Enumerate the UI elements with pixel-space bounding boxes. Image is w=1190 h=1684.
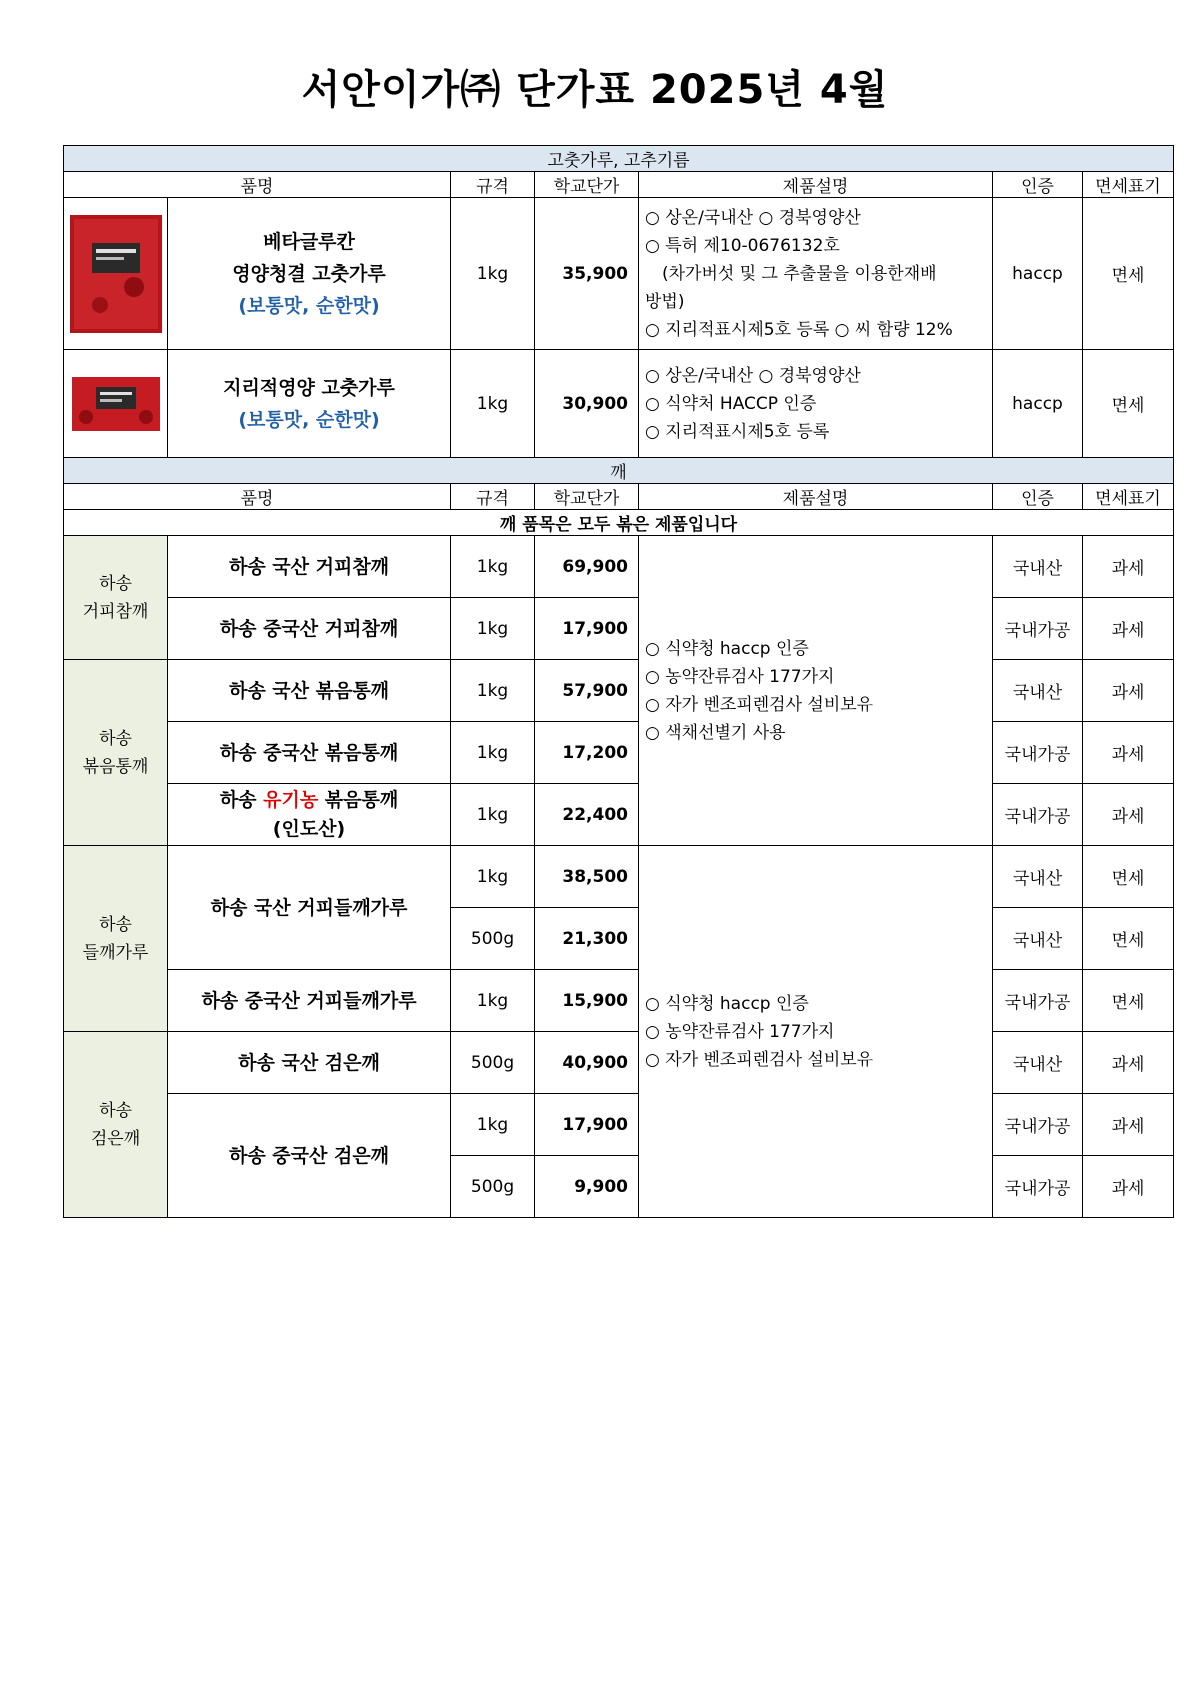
- spec-cell: 500g: [451, 1156, 535, 1218]
- col-header-desc: 제품설명: [639, 172, 993, 198]
- price-cell: 40,900: [535, 1032, 639, 1094]
- col-header-cert: 인증: [993, 484, 1083, 510]
- price-cell: 69,900: [535, 536, 639, 598]
- table-row: [64, 350, 1174, 458]
- table-row: [64, 722, 1174, 784]
- tax-cell: 면세: [1083, 970, 1174, 1032]
- desc-line: 방법): [645, 291, 685, 312]
- desc-line: ○ 농약잔류검사 177가지: [645, 1021, 835, 1042]
- name-prefix: 하송: [219, 788, 264, 811]
- section-title-sesame: 깨: [64, 458, 1174, 484]
- desc-line: ○ 상온/국내산 ○ 경북영양산: [645, 207, 861, 228]
- cert-cell: 국내가공: [993, 1156, 1083, 1218]
- cert-cell: 국내가공: [993, 1094, 1083, 1156]
- cert-cell: haccp: [993, 198, 1083, 350]
- product-name-line1: 지리적영양 고춧가루: [223, 376, 395, 399]
- cert-cell: 국내가공: [993, 722, 1083, 784]
- product-taste-options: (보통맛, 순한맛): [238, 294, 380, 317]
- table-row: [64, 784, 1174, 846]
- spec-cell: 1kg: [451, 660, 535, 722]
- table-row: [64, 198, 1174, 350]
- price-cell: 21,300: [535, 908, 639, 970]
- spec-cell: 500g: [451, 908, 535, 970]
- tax-cell: 면세: [1083, 198, 1174, 350]
- table-row: [64, 598, 1174, 660]
- group-brand: 하송: [99, 914, 132, 935]
- col-header-name: 품명: [64, 172, 451, 198]
- price-cell: 57,900: [535, 660, 639, 722]
- product-name: 하송 국산 거피들깨가루: [168, 846, 451, 970]
- tax-cell: 면세: [1083, 846, 1174, 908]
- description-cell: [639, 536, 993, 846]
- price-cell: 15,900: [535, 970, 639, 1032]
- group-label: [64, 660, 168, 846]
- cert-cell: 국내가공: [993, 970, 1083, 1032]
- tax-cell: 과세: [1083, 598, 1174, 660]
- desc-line: (차가버섯 및 그 추출물을 이용한재배: [645, 263, 937, 284]
- table-row: [64, 660, 1174, 722]
- spec-cell: 1kg: [451, 1094, 535, 1156]
- desc-line: ○ 상온/국내산 ○ 경북영양산: [645, 365, 861, 386]
- spec-cell: 1kg: [451, 722, 535, 784]
- desc-line: ○ 지리적표시제5호 등록: [645, 421, 830, 442]
- col-header-spec: 규격: [451, 484, 535, 510]
- spec-cell: 1kg: [451, 198, 535, 350]
- cert-cell: haccp: [993, 350, 1083, 458]
- product-name: [168, 784, 451, 846]
- product-image-cell: [64, 350, 168, 458]
- price-cell: 22,400: [535, 784, 639, 846]
- group-label: [64, 1032, 168, 1218]
- group-brand: 하송: [99, 1100, 132, 1121]
- desc-line: ○ 색채선별기 사용: [645, 722, 786, 743]
- desc-line: ○ 자가 벤조피렌검사 설비보유: [645, 694, 874, 715]
- desc-line: ○ 식약처 HACCP 인증: [645, 393, 817, 414]
- tax-cell: 과세: [1083, 722, 1174, 784]
- desc-line: ○ 식약청 haccp 인증: [645, 638, 809, 659]
- col-header-price: 학교단가: [535, 172, 639, 198]
- product-name-line2: 영양청결 고춧가루: [232, 262, 386, 285]
- desc-line: ○ 특허 제10-0676132호: [645, 235, 840, 256]
- col-header-name: 품명: [64, 484, 451, 510]
- cert-cell: 국내가공: [993, 784, 1083, 846]
- spec-cell: 1kg: [451, 846, 535, 908]
- desc-line: ○ 농약잔류검사 177가지: [645, 666, 835, 687]
- tax-cell: 면세: [1083, 908, 1174, 970]
- page-title: 서안이가㈜ 단가표 2025년 4월: [301, 67, 889, 113]
- col-header-spec: 규격: [451, 172, 535, 198]
- group-label: [64, 536, 168, 660]
- product-name: 하송 국산 볶음통깨: [168, 660, 451, 722]
- spec-cell: 1kg: [451, 970, 535, 1032]
- col-header-tax: 면세표기: [1083, 484, 1174, 510]
- price-cell: 38,500: [535, 846, 639, 908]
- desc-line: ○ 식약청 haccp 인증: [645, 993, 809, 1014]
- pepper-powder-package-image: [72, 377, 160, 431]
- table-row: [64, 846, 1174, 908]
- price-cell: 17,200: [535, 722, 639, 784]
- product-name: 하송 국산 거피참깨: [168, 536, 451, 598]
- roasted-note: 깨 품목은 모두 볶은 제품입니다: [64, 510, 1174, 536]
- cert-cell: 국내산: [993, 660, 1083, 722]
- group-category: 검은깨: [90, 1128, 141, 1149]
- group-brand: 하송: [99, 728, 132, 749]
- origin-note: (인도산): [272, 817, 346, 840]
- price-cell: 17,900: [535, 1094, 639, 1156]
- spec-cell: 1kg: [451, 536, 535, 598]
- cert-cell: 국내산: [993, 846, 1083, 908]
- section-title-pepper: 고춧가루, 고추기름: [64, 146, 1174, 172]
- price-cell: 17,900: [535, 598, 639, 660]
- group-brand: 하송: [99, 573, 132, 594]
- tax-cell: 과세: [1083, 1094, 1174, 1156]
- tax-cell: 과세: [1083, 784, 1174, 846]
- desc-line: ○ 지리적표시제5호 등록 ○ 씨 함량 12%: [645, 319, 953, 340]
- col-header-cert: 인증: [993, 172, 1083, 198]
- product-image-cell: [64, 198, 168, 350]
- cert-cell: 국내산: [993, 908, 1083, 970]
- spec-cell: 500g: [451, 1032, 535, 1094]
- name-suffix: 볶음통깨: [318, 788, 399, 811]
- price-table: [63, 145, 1174, 1218]
- product-name: 하송 중국산 검은깨: [168, 1094, 451, 1218]
- product-name: [168, 350, 451, 458]
- tax-cell: 과세: [1083, 1032, 1174, 1094]
- price-cell: 35,900: [535, 198, 639, 350]
- col-header-tax: 면세표기: [1083, 172, 1174, 198]
- group-category: 볶음통깨: [82, 756, 149, 777]
- price-cell: 9,900: [535, 1156, 639, 1218]
- spec-cell: 1kg: [451, 784, 535, 846]
- product-name: 하송 중국산 볶음통깨: [168, 722, 451, 784]
- cert-cell: 국내산: [993, 536, 1083, 598]
- table-row: [64, 536, 1174, 598]
- group-category: 들깨가루: [82, 942, 149, 963]
- table-row: [64, 1032, 1174, 1094]
- tax-cell: 면세: [1083, 350, 1174, 458]
- table-row: [64, 970, 1174, 1032]
- tax-cell: 과세: [1083, 660, 1174, 722]
- group-label: [64, 846, 168, 1032]
- description-cell: [639, 846, 993, 1218]
- tax-cell: 과세: [1083, 536, 1174, 598]
- product-name: 하송 국산 검은깨: [168, 1032, 451, 1094]
- product-name-line1: 베타글루칸: [263, 230, 355, 253]
- table-row: [64, 1094, 1174, 1156]
- cert-cell: 국내산: [993, 1032, 1083, 1094]
- price-cell: 30,900: [535, 350, 639, 458]
- description-cell: [639, 350, 993, 458]
- product-name: 하송 중국산 거피참깨: [168, 598, 451, 660]
- organic-label: 유기농: [263, 788, 319, 811]
- group-category: 거피참깨: [82, 601, 149, 622]
- desc-line: ○ 자가 벤조피렌검사 설비보유: [645, 1049, 874, 1070]
- spec-cell: 1kg: [451, 598, 535, 660]
- product-taste-options: (보통맛, 순한맛): [238, 408, 380, 431]
- col-header-desc: 제품설명: [639, 484, 993, 510]
- product-name: 하송 중국산 거피들깨가루: [168, 970, 451, 1032]
- cert-cell: 국내가공: [993, 598, 1083, 660]
- pepper-powder-package-image: [70, 215, 162, 333]
- tax-cell: 과세: [1083, 1156, 1174, 1218]
- spec-cell: 1kg: [451, 350, 535, 458]
- col-header-price: 학교단가: [535, 484, 639, 510]
- description-cell: [639, 198, 993, 350]
- product-name: [168, 198, 451, 350]
